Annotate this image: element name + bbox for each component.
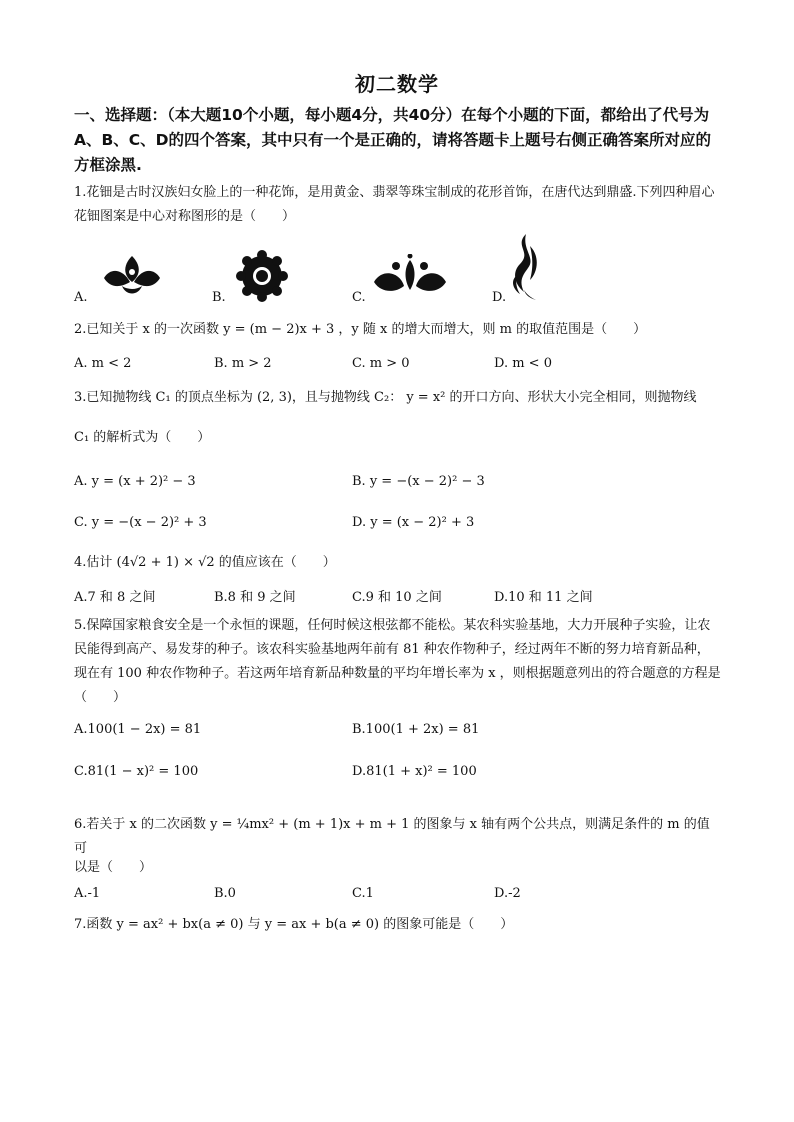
question-5-options-row1 xyxy=(74,718,724,742)
q3-option-b: B. y = −(x − 2)² − 3 xyxy=(352,474,485,489)
q2-option-c: C. m > 0 xyxy=(352,356,410,371)
question-3-stem-line1: 3.已知抛物线 C₁ 的顶点坐标为 (2, 3)，且与抛物线 C₂： y = x² 的开口方向、形状大小完全相同，则抛物线 xyxy=(74,390,697,405)
q4-option-a: A.7 和 8 之间 xyxy=(74,590,156,605)
question-7-stem: 7.函数 y = ax² + bx(a ≠ 0) 与 y = ax + b(a ≠ 0) 的图象可能是（ ） xyxy=(74,917,514,932)
q4-option-c: C.9 和 10 之间 xyxy=(352,590,442,605)
q3-option-d: D. y = (x − 2)² + 3 xyxy=(352,515,475,530)
q3-option-c: C. y = −(x − 2)² + 3 xyxy=(74,515,207,530)
q6-option-d: D.-2 xyxy=(494,886,521,901)
flower-pattern-b-icon xyxy=(236,250,288,302)
q1-option-c-label: C. xyxy=(352,290,366,305)
question-5-options-row2 xyxy=(74,760,724,784)
q2-option-a: A. m < 2 xyxy=(74,356,132,371)
question-5-stem: 5.保障国家粮食安全是一个永恒的课题，任何时候这根弦都不能松。某农科实验基地，大力开展种子实验，让农民能得到高产、易发芽的种子。该农科实验基地两年前有 81 种农作物种子，经过两年不断的努力培育新品种，现在有 100 种农作物种子。若这两年培育新品种数量的平均年增长率为 x ，则根据题意列出的符合题意的方程是（ ） xyxy=(74,618,721,705)
flower-pattern-d-icon xyxy=(508,232,544,302)
q6-option-c: C.1 xyxy=(352,886,374,901)
q5-option-b: B.100(1 + 2x) = 81 xyxy=(352,722,480,737)
question-4-stem: 4.估计 (4√2 + 1) × √2 的值应该在（ ） xyxy=(74,555,336,570)
question-4-options xyxy=(74,586,724,610)
q1-option-d-label: D. xyxy=(492,290,507,305)
q3-option-a: A. y = (x + 2)² − 3 xyxy=(74,474,196,489)
question-3-options-row1 xyxy=(74,470,724,494)
flower-pattern-c-icon xyxy=(372,254,448,296)
question-2-stem: 2.已知关于 x 的一次函数 y = (m − 2)x + 3 ，y 随 x 的增大而增大，则 m 的取值范围是（ ） xyxy=(74,322,647,337)
q5-option-d: D.81(1 + x)² = 100 xyxy=(352,764,477,779)
q1-option-a-label: A. xyxy=(74,290,88,305)
question-6-options xyxy=(74,882,724,906)
q4-option-b: B.8 和 9 之间 xyxy=(214,590,296,605)
q6-option-a: A.-1 xyxy=(74,886,101,901)
q4-option-d: D.10 和 11 之间 xyxy=(494,590,593,605)
flower-pattern-a-icon xyxy=(100,252,164,300)
question-6-stem-line1: 6.若关于 x 的二次函数 y = ¼mx² + (m + 1)x + m + 1 的图象与 x 轴有两个公共点，则满足条件的 m 的值可 xyxy=(74,817,710,856)
q6-option-b: B.0 xyxy=(214,886,236,901)
question-3-stem-line2: C₁ 的解析式为（ ） xyxy=(74,430,211,445)
question-3-options-row2 xyxy=(74,511,724,535)
section-heading: 一、选择题：（本大题10个小题，每小题4分，共40分）在每个小题的下面，都给出了代号为A、B、C、D的四个答案，其中只有一个是正确的，请将答题卡上题号右侧正确答案所对应的方框涂黑. xyxy=(74,106,712,174)
q5-option-c: C.81(1 − x)² = 100 xyxy=(74,764,199,779)
q2-option-b: B. m > 2 xyxy=(214,356,272,371)
q1-option-b-label: B. xyxy=(212,290,226,305)
q5-option-a: A.100(1 − 2x) = 81 xyxy=(74,722,202,737)
page-title: 初二数学 xyxy=(355,72,439,96)
question-2-options xyxy=(74,352,724,376)
q2-option-d: D. m < 0 xyxy=(494,356,552,371)
question-6-stem-line2: 以是（ ） xyxy=(74,860,153,875)
question-1-stem: 1.花钿是古时汉族妇女脸上的一种花饰，是用黄金、翡翠等珠宝制成的花形首饰，在唐代达到鼎盛.下列四种眉心花钿图案是中心对称图形的是（ ） xyxy=(74,185,715,224)
